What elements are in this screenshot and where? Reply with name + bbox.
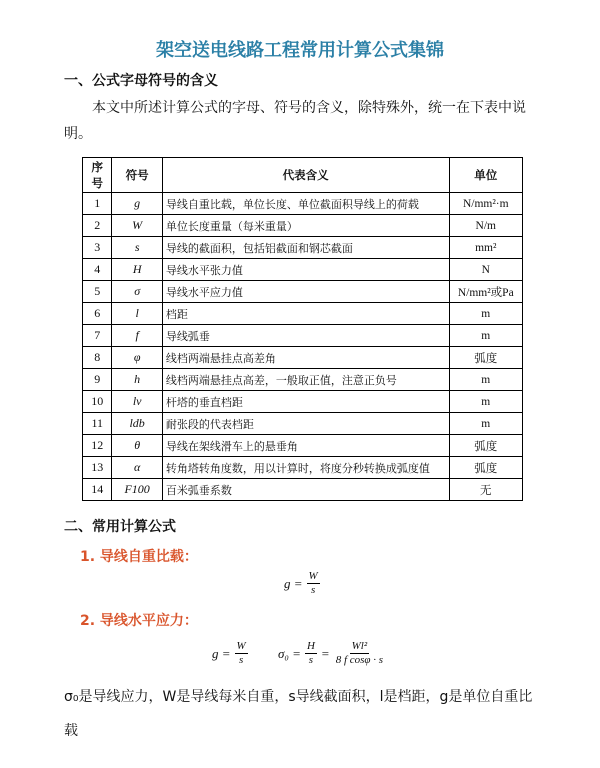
table-row: [83, 325, 523, 347]
cell-meaning: 线档两端悬挂点高差，一般取正值，注意正负号: [162, 369, 449, 391]
cell-meaning: 导线自重比载，单位长度、单位截面积导线上的荷载: [162, 193, 449, 215]
cell-unit: m: [449, 413, 522, 435]
section-heading-formulas: 二、常用计算公式: [64, 519, 176, 535]
fraction: [307, 570, 320, 597]
cell-meaning: 导线水平张力值: [162, 259, 449, 281]
cell-unit: N/mm²·m: [449, 193, 522, 215]
cell-no: 4: [83, 259, 112, 281]
cell-unit: m: [449, 325, 522, 347]
cell-unit: 弧度: [449, 347, 522, 369]
cell-no: 10: [83, 391, 112, 413]
table-row: [83, 435, 523, 457]
fraction: [334, 640, 385, 667]
cell-symbol: F100: [112, 479, 162, 501]
fraction: [235, 640, 248, 667]
cell-meaning: 导线在架线滑车上的悬垂角: [162, 435, 449, 457]
table-row: [83, 193, 523, 215]
cell-meaning: 转角塔转角度数，用以计算时，将度分秒转换成弧度值: [162, 457, 449, 479]
cell-meaning: 耐张段的代表档距: [162, 413, 449, 435]
cell-symbol: α: [112, 457, 162, 479]
cell-meaning: 杆塔的垂直档距: [162, 391, 449, 413]
cell-symbol: σ: [112, 281, 162, 303]
formula-stress-b: [278, 640, 385, 667]
cell-no: 8: [83, 347, 112, 369]
denominator: 8 f cosφ · s: [335, 654, 384, 666]
cell-unit: 弧度: [449, 435, 522, 457]
cell-unit: N/m: [449, 215, 522, 237]
cell-unit: mm²: [449, 237, 522, 259]
cell-unit: N/mm²或Pa: [449, 281, 522, 303]
cell-symbol: l: [112, 303, 162, 325]
cell-no: 11: [83, 413, 112, 435]
cell-unit: m: [449, 303, 522, 325]
table-row: [83, 457, 523, 479]
cell-unit: 无: [449, 479, 522, 501]
subheading-self-weight: 1. 导线自重比载：: [80, 549, 198, 565]
table-row: [83, 413, 523, 435]
numerator: W: [308, 570, 318, 582]
cell-unit: 弧度: [449, 457, 522, 479]
cell-no: 3: [83, 237, 112, 259]
cell-symbol: φ: [112, 347, 162, 369]
subheading-horizontal-stress: 2. 导线水平应力：: [80, 613, 198, 629]
explanation-paragraph: σ₀是导线应力，W是导线每米自重，s导线截面积，l是档距，g是单位自重比载: [64, 689, 533, 739]
cell-unit: N: [449, 259, 522, 281]
numerator: W: [236, 640, 246, 652]
intro-paragraph: 本文中所述计算公式的字母、符号的含义，除特殊外，统一在下表中说明。: [64, 100, 526, 142]
formula-lhs: σ₀ =: [278, 645, 301, 661]
cell-symbol: H: [112, 259, 162, 281]
table-row: [83, 237, 523, 259]
formula-lhs: g =: [284, 575, 303, 591]
cell-meaning: 档距: [162, 303, 449, 325]
cell-symbol: s: [112, 237, 162, 259]
cell-symbol: h: [112, 369, 162, 391]
symbol-table: [82, 157, 523, 501]
section-heading-symbols: 一、公式字母符号的含义: [64, 73, 218, 89]
cell-no: 5: [83, 281, 112, 303]
cell-meaning: 单位长度重量（每米重量）: [162, 215, 449, 237]
cell-symbol: ldb: [112, 413, 162, 435]
formula-stress-a: [212, 640, 248, 667]
cell-symbol: θ: [112, 435, 162, 457]
denominator: s: [308, 654, 314, 666]
header-meaning: 代表含义: [162, 158, 449, 193]
table-row: [83, 215, 523, 237]
table-row: [83, 347, 523, 369]
cell-symbol: g: [112, 193, 162, 215]
table-header-row: [83, 158, 523, 193]
cell-symbol: W: [112, 215, 162, 237]
cell-no: 13: [83, 457, 112, 479]
numerator: H: [306, 640, 315, 652]
equals-sign: =: [320, 645, 330, 661]
header-no: 序号: [83, 158, 112, 193]
formula-lhs: g =: [212, 645, 231, 661]
cell-meaning: 百米弧垂系数: [162, 479, 449, 501]
denominator: s: [238, 654, 244, 666]
cell-unit: m: [449, 391, 522, 413]
cell-symbol: f: [112, 325, 162, 347]
formula-self-weight: [284, 570, 320, 597]
table-row: [83, 281, 523, 303]
header-symbol: 符号: [112, 158, 162, 193]
cell-meaning: 导线的截面积，包括铝截面和钢芯截面: [162, 237, 449, 259]
table-row: [83, 303, 523, 325]
cell-no: 6: [83, 303, 112, 325]
cell-no: 1: [83, 193, 112, 215]
cell-meaning: 导线水平应力值: [162, 281, 449, 303]
denominator: s: [310, 584, 316, 596]
table-row: [83, 369, 523, 391]
cell-no: 9: [83, 369, 112, 391]
cell-no: 12: [83, 435, 112, 457]
cell-meaning: 线档两端悬挂点高差角: [162, 347, 449, 369]
cell-symbol: lv: [112, 391, 162, 413]
table-row: [83, 391, 523, 413]
table-row: [83, 479, 523, 501]
fraction: [305, 640, 317, 667]
cell-no: 2: [83, 215, 112, 237]
cell-no: 14: [83, 479, 112, 501]
cell-meaning: 导线弧垂: [162, 325, 449, 347]
cell-no: 7: [83, 325, 112, 347]
table-row: [83, 259, 523, 281]
document-title: 架空送电线路工程常用计算公式集锦: [156, 40, 444, 61]
cell-unit: m: [449, 369, 522, 391]
header-unit: 单位: [449, 158, 522, 193]
numerator: Wl²: [351, 640, 368, 652]
